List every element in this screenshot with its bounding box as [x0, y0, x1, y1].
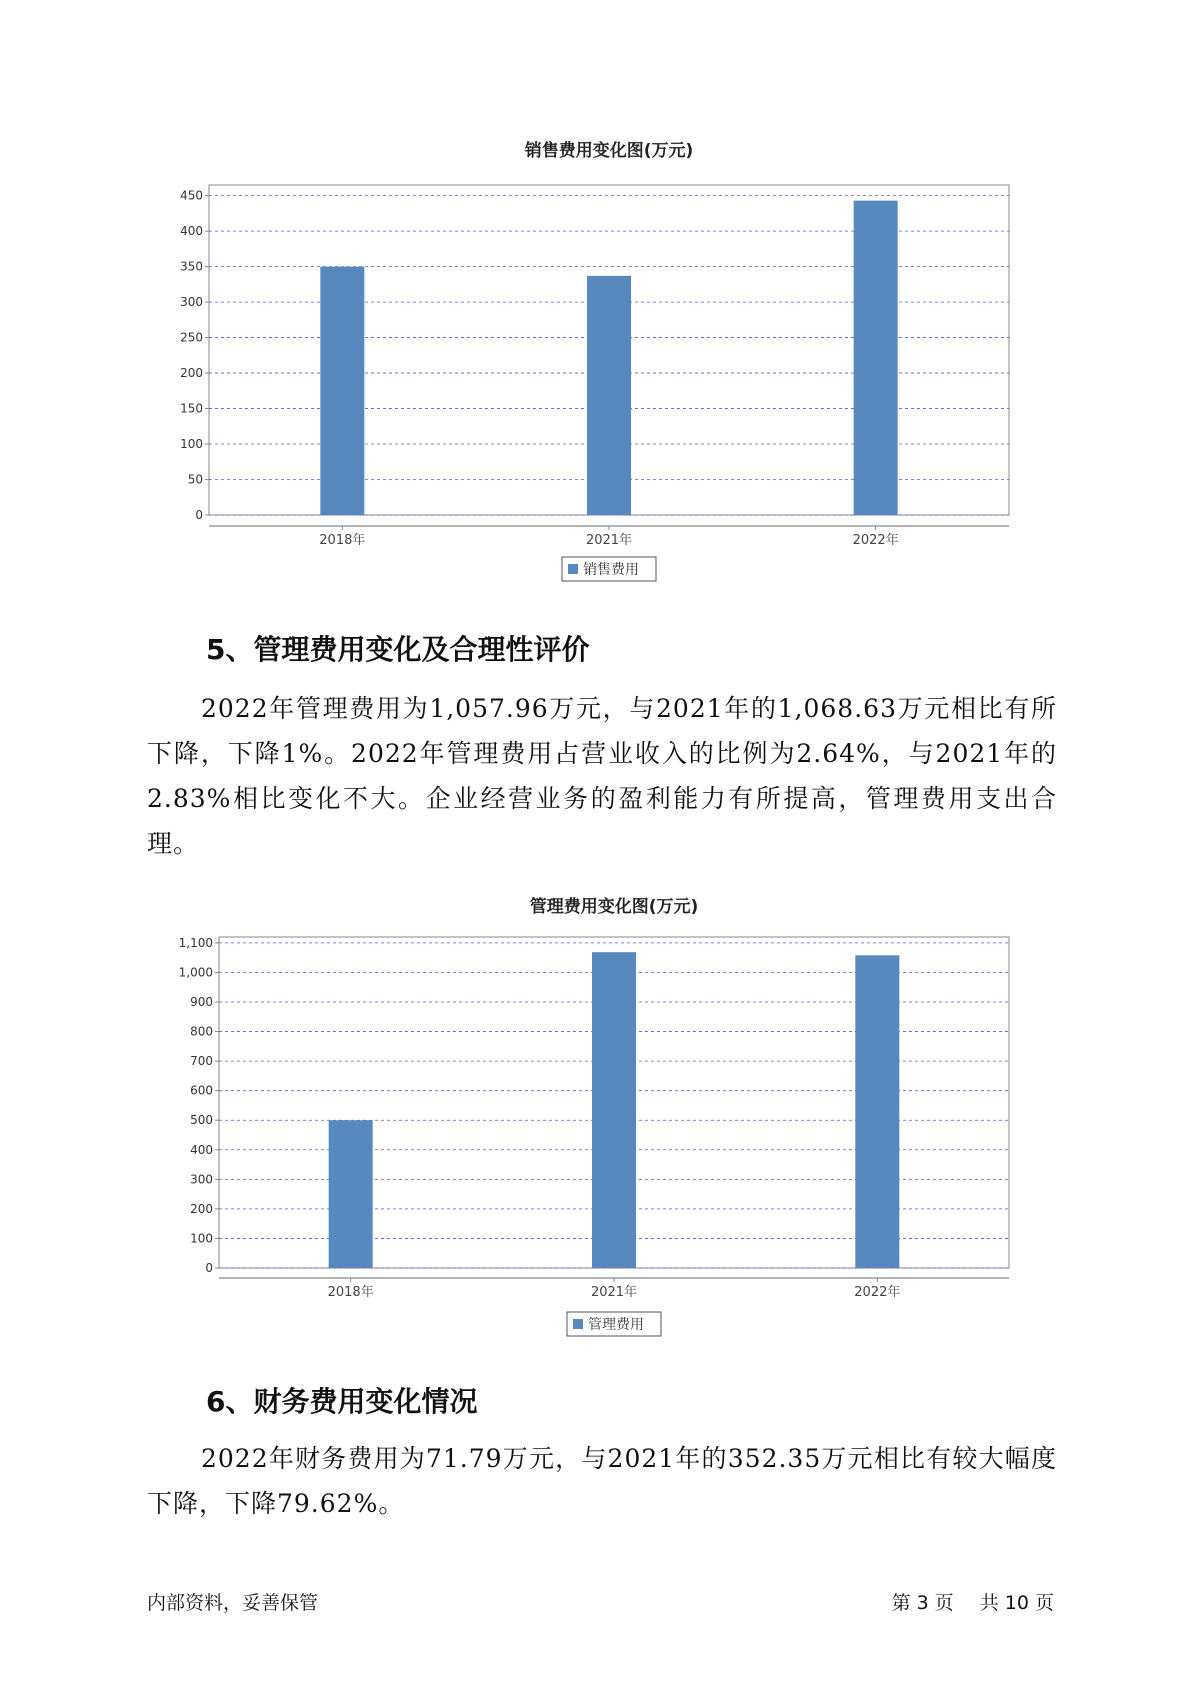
section-5-paragraph: 2022年管理费用为1,057.96万元，与2021年的1,068.63万元相比有所下降，下降1%。2022年管理费用占营业收入的比例为2.64%，与2021年的2.83%相比变化不大。企业经营业务的盈利能力有所提高，管理费用支出合理。 [147, 694, 1057, 858]
chart-title: 销售费用变化图(万元) [524, 141, 694, 161]
y-tick-label: 150 [180, 401, 203, 416]
y-tick-label: 300 [190, 1172, 213, 1187]
x-tick-label: 2021年 [590, 1285, 638, 1300]
footer-page-prefix: 第 [891, 1592, 911, 1614]
y-tick-label: 500 [190, 1113, 213, 1128]
footer-total-prefix: 共 [979, 1592, 999, 1614]
legend-label: 管理费用 [588, 1317, 644, 1333]
y-tick-label: 600 [190, 1083, 213, 1098]
x-tick-label: 2021年 [585, 533, 633, 548]
y-tick-label: 400 [190, 1142, 213, 1157]
y-tick-label: 50 [187, 472, 203, 487]
section-5-heading: 5、管理费用变化及合理性评价 [206, 633, 590, 666]
y-tick-label: 350 [180, 259, 203, 274]
y-tick-label: 200 [190, 1201, 213, 1216]
x-tick-label: 2018年 [319, 533, 366, 548]
y-tick-label: 0 [195, 508, 203, 522]
bar [592, 952, 636, 1268]
y-tick-label: 300 [180, 295, 203, 310]
y-tick-label: 200 [180, 366, 203, 381]
y-tick-label: 100 [190, 1231, 213, 1246]
admin-expense-chart [0, 885, 1191, 1345]
y-tick-label: 900 [190, 995, 213, 1010]
footer-page-info [886, 1588, 1054, 1615]
footer-page-number: 3 [916, 1592, 929, 1614]
y-tick-label: 800 [190, 1024, 213, 1039]
section-6-heading: 6、财务费用变化情况 [206, 1385, 478, 1418]
bar [587, 276, 631, 515]
legend-swatch [573, 1319, 583, 1329]
footer-page-suffix: 页 [934, 1592, 954, 1614]
sales-expense-chart-svg [0, 130, 1191, 590]
y-tick-label: 1,100 [178, 935, 213, 950]
bar [854, 201, 898, 515]
legend-swatch [568, 564, 578, 574]
admin-expense-chart-svg [0, 885, 1191, 1345]
legend-label: 销售费用 [583, 562, 639, 578]
y-tick-label: 400 [180, 224, 203, 239]
x-tick-label: 2018年 [327, 1285, 374, 1300]
x-tick-label: 2022年 [854, 1285, 901, 1300]
y-tick-label: 700 [190, 1054, 213, 1069]
footer-confidential-note: 内部资料，妥善保管 [147, 1592, 319, 1614]
footer-total-suffix: 页 [1034, 1592, 1054, 1614]
y-tick-label: 250 [180, 330, 203, 345]
y-tick-label: 100 [180, 437, 203, 452]
bar [320, 267, 364, 515]
bar [329, 1120, 373, 1268]
footer-total-pages: 10 [1004, 1592, 1029, 1614]
y-tick-label: 1,000 [178, 965, 213, 980]
chart-title: 管理费用变化图(万元) [529, 897, 699, 917]
section-6-paragraph: 2022年财务费用为71.79万元，与2021年的352.35万元相比有较大幅度下降，下降79.62%。 [147, 1444, 1057, 1518]
y-tick-label: 450 [180, 188, 203, 203]
bar [855, 955, 899, 1268]
sales-expense-chart [0, 130, 1191, 590]
y-tick-label: 0 [205, 1261, 213, 1275]
x-tick-label: 2022年 [852, 533, 899, 548]
